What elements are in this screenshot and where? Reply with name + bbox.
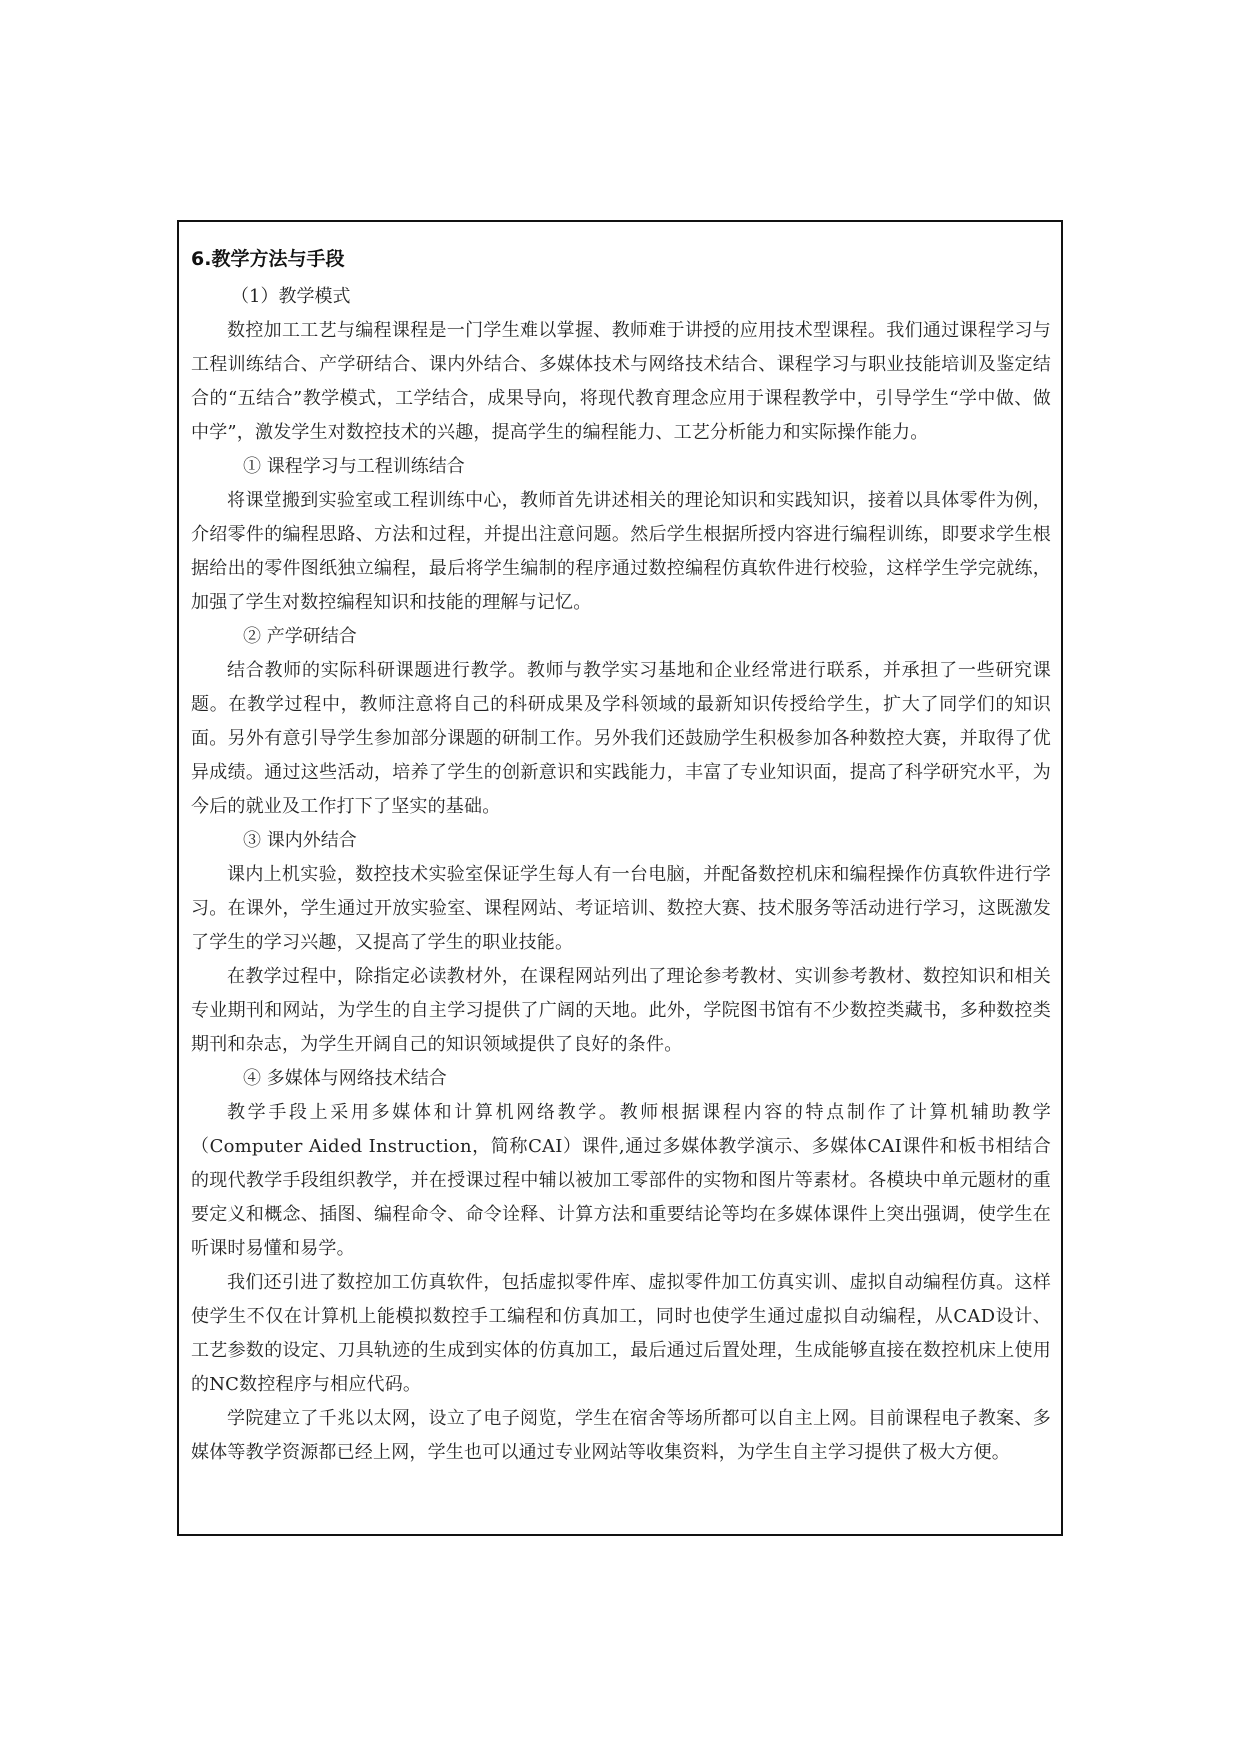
paragraph-simulation-software: 我们还引进了数控加工仿真软件，包括虚拟零件库、虚拟零件加工仿真实训、虚拟自动编程仿真。这样使学生不仅在计算机上能模拟数控手工编程和仿真加工，同时也使学生通过虚拟自动编程，从CAD设计、工艺参数的设定、刀具轨迹的生成到实体的仿真加工，最后通过后置处理，生成能够直接在数控机床上使用的NC数控程序与相应代码。 xyxy=(191,1272,1051,1395)
paragraph-multimedia: 教学手段上采用多媒体和计算机网络教学。教师根据课程内容的特点制作了计算机辅助教学（Computer Aided Instruction，简称CAI）课件,通过多媒体教学演示、多媒体CAI课件和板书相结合的现代教学手段组织教学，并在授课过程中辅以被加工零部件的实物和图片等素材。各模块中单元题材的重要定义和概念、插图、编程命令、命令诠释、计算方法和重要结论等均在多媒体课件上突出强调，使学生在听课时易懂和易学。 xyxy=(191,1102,1051,1259)
paragraph-campus-network: 学院建立了千兆以太网，设立了电子阅览，学生在宿舍等场所都可以自主上网。目前课程电子教案、多媒体等教学资源都已经上网，学生也可以通过专业网站等收集资料，为学生自主学习提供了极大方便。 xyxy=(191,1408,1051,1463)
subheading-course-engineering: ① 课程学习与工程训练结合 xyxy=(243,456,465,477)
paragraph-teaching-mode: 数控加工工艺与编程课程是一门学生难以掌握、教师难于讲授的应用技术型课程。我们通过课程学习与工程训练结合、产学研结合、课内外结合、多媒体技术与网络技术结合、课程学习与职业技能培训及鉴定结合的“五结合”教学模式，工学结合，成果导向，将现代教育理念应用于课程教学中，引导学生“学中做、做中学”，激发学生对数控技术的兴趣，提高学生的编程能力、工艺分析能力和实际操作能力。 xyxy=(191,320,1051,443)
paragraph-reference-materials: 在教学过程中，除指定必读教材外，在课程网站列出了理论参考教材、实训参考教材、数控知识和相关专业期刊和网站，为学生的自主学习提供了广阔的天地。此外，学院图书馆有不少数控类藏书，多种数控类期刊和杂志，为学生开阔自己的知识领域提供了良好的条件。 xyxy=(191,966,1051,1055)
paragraph-industry-research: 结合教师的实际科研课题进行教学。教师与教学实习基地和企业经常进行联系，并承担了一些研究课题。在教学过程中，教师注意将自己的科研成果及学科领域的最新知识传授给学生，扩大了同学们的知识面。另外有意引导学生参加部分课题的研制工作。另外我们还鼓励学生积极参加各种数控大赛，并取得了优异成绩。通过这些活动，培养了学生的创新意识和实践能力，丰富了专业知识面，提高了科学研究水平，为今后的就业及工作打下了坚实的基础。 xyxy=(191,660,1051,817)
subheading-teaching-mode: （1）教学模式 xyxy=(231,286,351,307)
subheading-industry-research: ② 产学研结合 xyxy=(243,626,357,647)
subheading-inside-outside-class: ③ 课内外结合 xyxy=(243,830,357,851)
paragraph-inside-outside-class: 课内上机实验，数控技术实验室保证学生每人有一台电脑，并配备数控机床和编程操作仿真软件进行学习。在课外，学生通过开放实验室、课程网站、考证培训、数控大赛、技术服务等活动进行学习，这既激发了学生的学习兴趣，又提高了学生的职业技能。 xyxy=(191,864,1051,953)
subheading-multimedia-network: ④ 多媒体与网络技术结合 xyxy=(243,1068,447,1089)
section-title: 6.教学方法与手段 xyxy=(191,248,345,270)
content-frame xyxy=(177,220,1063,1536)
paragraph-course-engineering: 将课堂搬到实验室或工程训练中心，教师首先讲述相关的理论知识和实践知识，接着以具体零件为例，介绍零件的编程思路、方法和过程，并提出注意问题。然后学生根据所授内容进行编程训练，即要求学生根据给出的零件图纸独立编程，最后将学生编制的程序通过数控编程仿真软件进行校验，这样学生学完就练，加强了学生对数控编程知识和技能的理解与记忆。 xyxy=(191,490,1051,613)
